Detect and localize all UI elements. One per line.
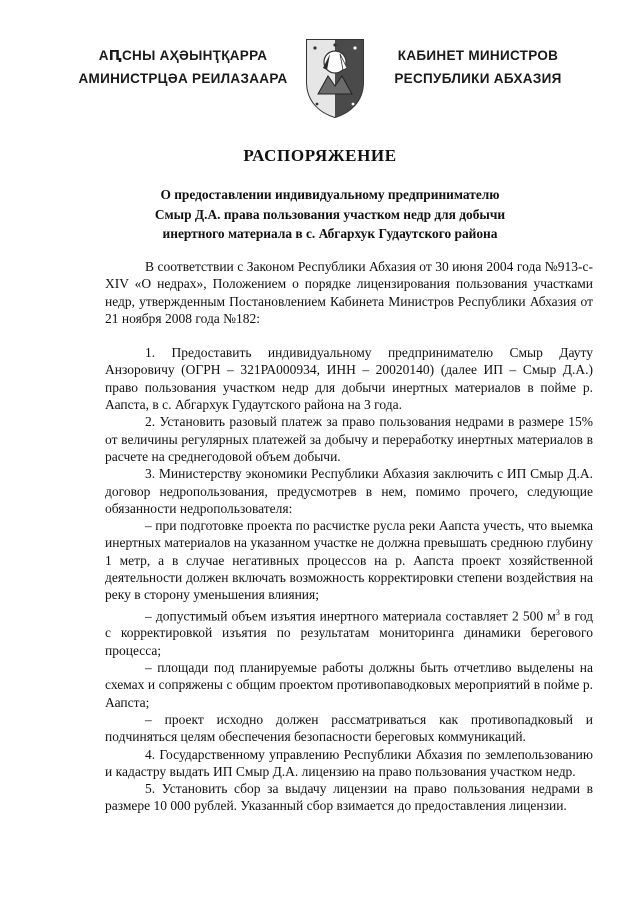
obligation-volume [105,604,593,659]
header-abkhaz-line2: АМИНИСТРЦӘА РЕИЛАЗААРА [78,71,288,86]
preamble-paragraph: В соответствии с Законом Республики Абхазия от 30 июня 2004 года №913-с-XIV «О недрах», Положением о порядке лицензирования пользования участками недр, утвержденным Постановлением Кабинета Министров Республики Абхазия от 21 ноября 2008 года №182: [105,259,593,326]
item-3-paragraph: 3. Министерству экономики Республики Абхазия заключить с ИП Смыр Д.А. договор недропользования, предусмотрев в нем, помимо прочего, следующие обязанности недропользователя: [105,466,593,516]
state-emblem [303,36,367,120]
cubic-superscript: 3 [555,607,560,617]
obligation-volume-text-a: – допустимый объем изъятия инертного материала составляет 2 500 м [145,608,556,624]
obligation-flood-protection: – проект исходно должен рассматриваться как противопадковый и подчиняться целям обеспечения безопасности береговых коммуникаций. [105,711,593,745]
obligation-dredging: – при подготовке проекта по расчистке русла реки Аапста учесть, что выемка инертных материалов на указанном участке не должна превышать среднюю глубину 1 метр, а в случае негативных процессов на р. Аапста проект хозяйственной деятельности должен включать возможность корректировки степени воздействия на реку в сторону уменьшения влияния; [105,518,593,603]
header-russian-line2: РЕСПУБЛИКИ АБХАЗИЯ [394,71,562,86]
document-title: РАСПОРЯЖЕНИЕ [243,146,397,165]
item-2-paragraph: 2. Установить разовый платеж за право пользования недрами в размере 15% от величины регулярных платежей за добычу и переработку инертных материалов в расчете на среднегодовой объем добычи. [105,414,593,464]
document-body [105,258,593,815]
obligation-schemes: – площади под планируемые работы должны быть отчетливо выделены на схемах и сопряжены с общим проектом противопаводковых мероприятий в пойме р. Аапста; [105,660,593,710]
header-russian-line1: КАБИНЕТ МИНИСТРОВ [397,48,559,63]
obligation-volume-text-b: в год с корректировкой изъятия по результатам мониторинга динамики берегового процесса; [105,608,593,658]
subject-line-1: О предоставлении индивидуальному предпринимателю [160,187,500,202]
header-russian [378,44,578,90]
item-5-paragraph: 5. Установить сбор за выдачу лицензии на право пользования недрами в размере 10 000 рублей. Указанный сбор взимается до предоставления лицензии. [105,781,593,814]
item-4-paragraph: 4. Государственному управлению Республики Абхазия по землепользованию и кадастру выдать ИП Смыр Д.А. лицензию на право пользования участком недр. [105,746,593,779]
item-1-paragraph: 1. Предоставить индивидуальному предпринимателю Смыр Дауту Анзоровичу (ОГРН – 321РА000934, ИНН – 20020140) (далее ИП – Смыр Д.А.) право пользования участком недр для добычи инертных материалов в пойме р. Аапста, в с. Абгархук Гудаутского района на 3 года. [105,345,593,413]
subject-line-3: инертного материала в с. Абгархук Гудаутского района [162,226,498,241]
header-abkhaz [78,44,288,90]
subject-line-2: Смыр Д.А. права пользования участком недр для добычи [154,206,506,222]
header-abkhaz-line1: АԤСНЫ АҲӘЫНҬҚАРРА [98,48,268,63]
document-subject [100,185,560,244]
